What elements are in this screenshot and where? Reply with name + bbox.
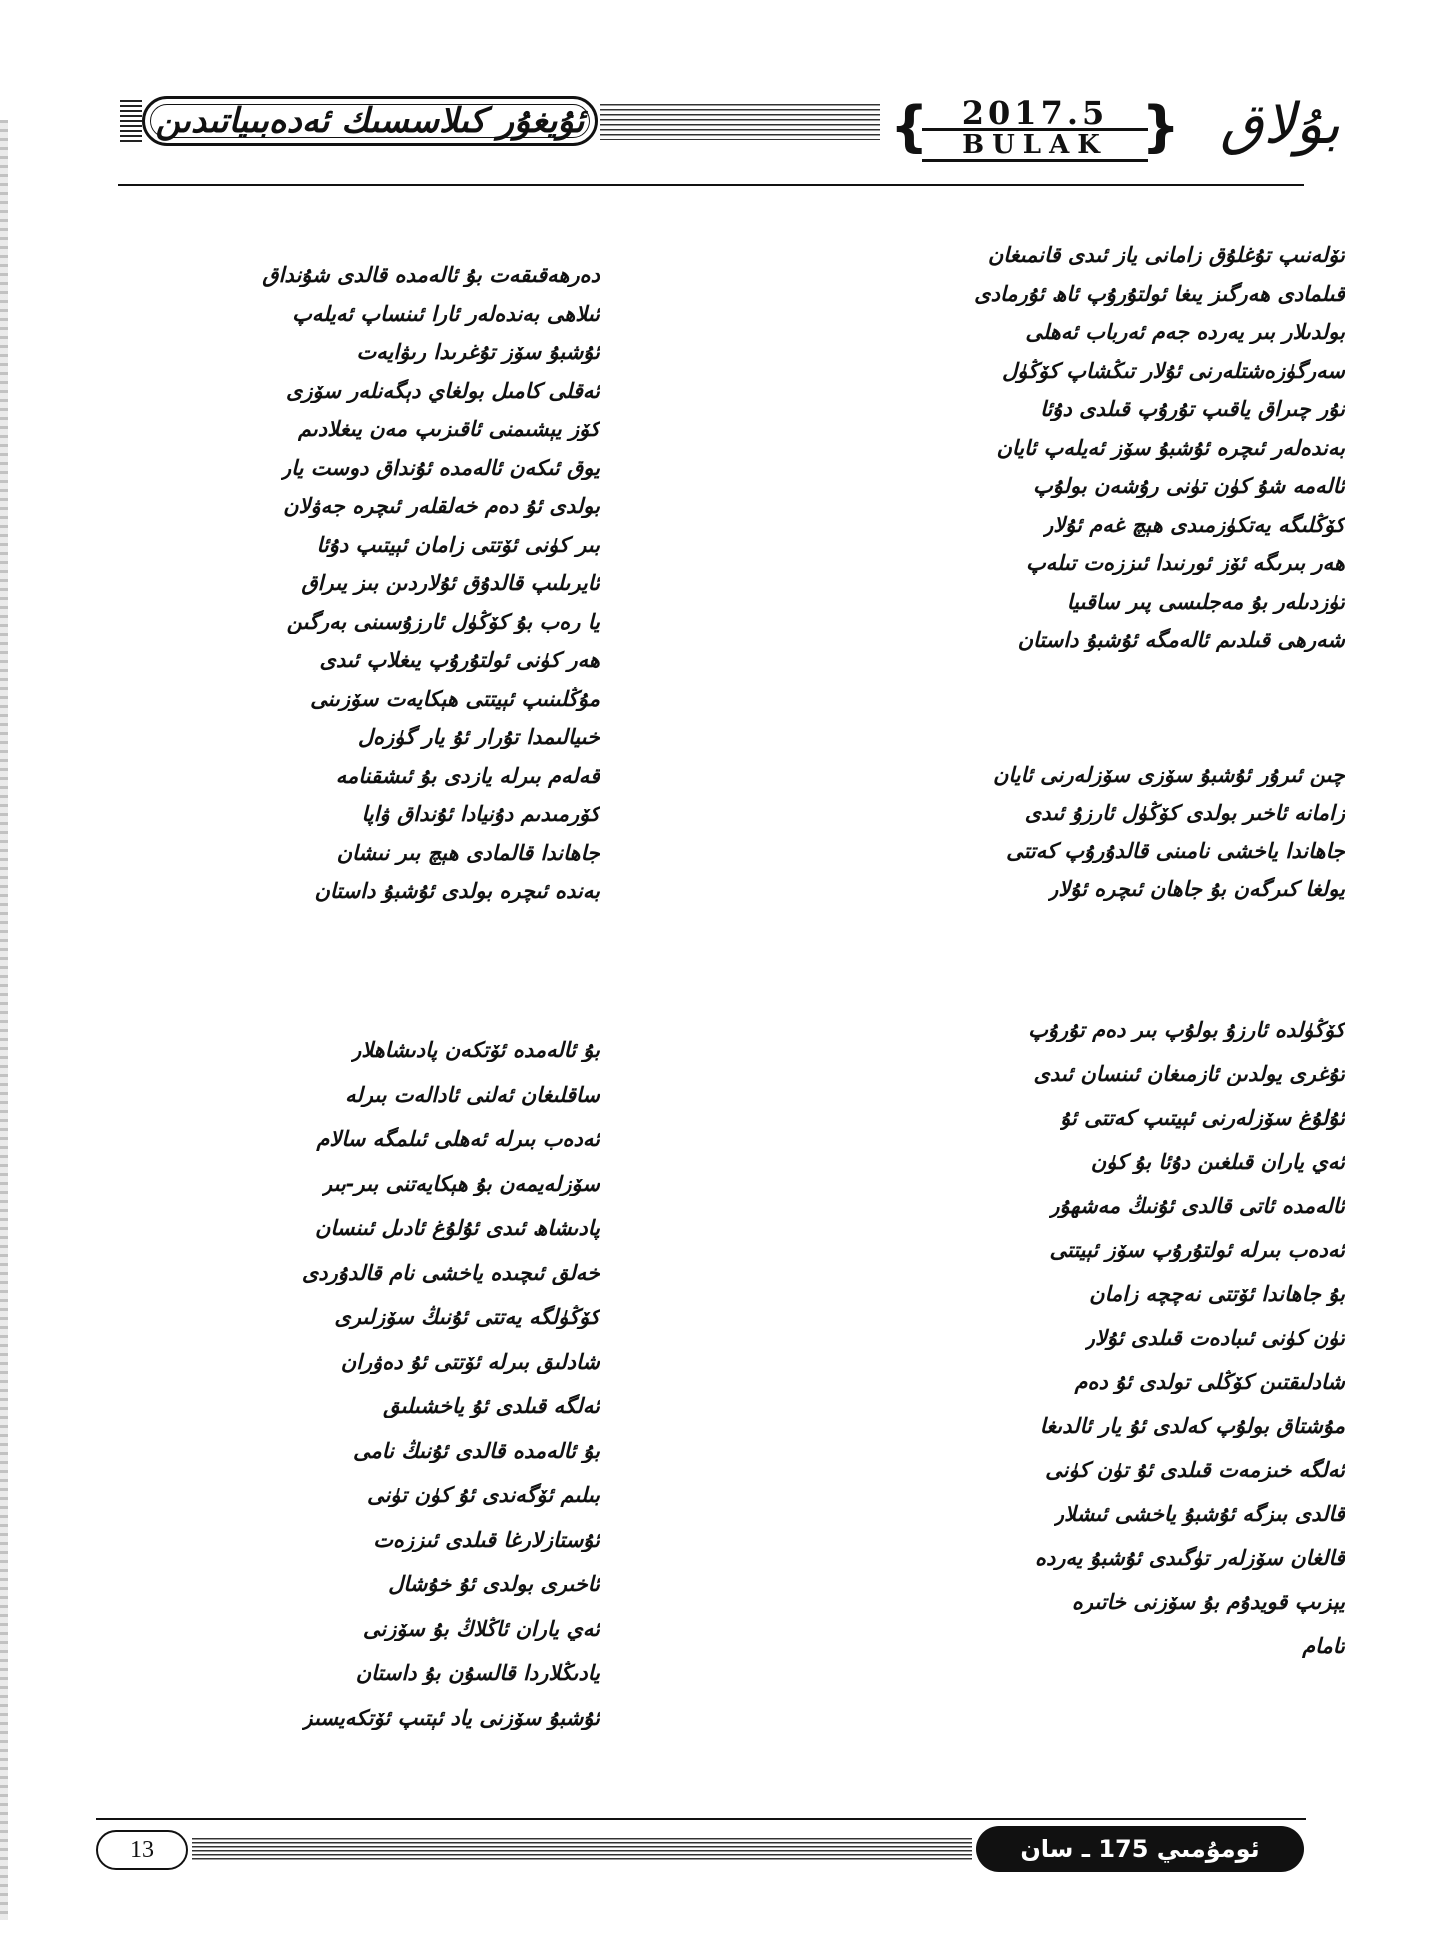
footer-rules (192, 1838, 972, 1862)
manuscript-line-text: كۆڭۈلگە يەتتى ئۇنىڭ سۆزلىرى (334, 1305, 600, 1329)
manuscript-block-bottom-left (160, 1035, 600, 1757)
header-left-rules (120, 100, 142, 142)
manuscript-line (905, 1147, 1345, 1177)
manuscript-line (905, 1235, 1345, 1265)
manuscript-line-text: خەلق ئىچىدە ياخشى نام قالدۇردى (301, 1260, 600, 1285)
manuscript-line (160, 1302, 600, 1332)
manuscript-line (160, 1480, 600, 1510)
manuscript-line-text: يوق ئىكەن ئالەمدە ئۇنداق دوست يار (281, 455, 600, 480)
manuscript-line-text: بۇ جاھاندا ئۆتتى نەچچە زامان (1089, 1282, 1345, 1306)
manuscript-line-text: پادىشاھ ئىدى ئۇلۇغ ئادىل ئىنسان (314, 1216, 600, 1240)
manuscript-line-text: بۇ ئالەمدە قالدى ئۇنىڭ نامى (353, 1438, 600, 1463)
manuscript-line (905, 1015, 1345, 1045)
manuscript-line (905, 1191, 1345, 1221)
manuscript-line-text: كۆرمىدىم دۇنيادا ئۇنداق ۋاپا (361, 802, 600, 826)
manuscript-line-text: قەلەم بىرلە يازدى بۇ ئىشقنامە (335, 763, 600, 788)
scan-edge (0, 120, 8, 1920)
manuscript-line (160, 761, 600, 791)
manuscript-line (160, 376, 600, 406)
manuscript-line-text: جاھاندا ياخشى نامىنى قالدۇرۇپ كەتتى (1006, 839, 1345, 863)
brace-right: } (1141, 95, 1180, 158)
manuscript-block-bottom-right (905, 1015, 1345, 1685)
magazine-latin-name: BULAK (922, 128, 1148, 162)
manuscript-line-text: كۆڭلىگە يەتكۈزمىدى ھېچ غەم ئۇلار (1043, 512, 1345, 537)
manuscript-line-text: قالغان سۆزلەر تۈگىدى ئۇشبۇ يەردە (1035, 1546, 1345, 1570)
manuscript-line (160, 607, 600, 637)
manuscript-line (160, 1035, 600, 1065)
manuscript-line-text: مۇڭلىنىپ ئېيتتى ھېكايەت سۆزىنى (310, 686, 600, 711)
manuscript-line-text: زامانە ئاخىر بولدى كۆڭۈل ئارزۇ ئىدى (1024, 801, 1345, 825)
manuscript-line-text: ئالەمە شۇ كۈن تۈنى رۇشەن بولۇپ (1033, 474, 1345, 498)
manuscript-line (160, 1169, 600, 1199)
manuscript-block-top-right (905, 240, 1345, 674)
manuscript-line-text: قىلمادى ھەرگىز يىغا ئولتۇرۇپ ئاھ ئۇرمادى (974, 281, 1345, 306)
manuscript-line (905, 1367, 1345, 1397)
manuscript-line (905, 1411, 1345, 1441)
manuscript-line-text: سەرگۈزەشتلەرنى ئۇلار تىڭشاپ كۆڭۈل (1002, 358, 1345, 383)
issue-year: 2017.5 (961, 94, 1109, 132)
manuscript-line (905, 1279, 1345, 1309)
manuscript-line (905, 1631, 1345, 1661)
manuscript-line (905, 279, 1345, 309)
manuscript-line-text: ھەر بىرىگە ئۆز ئورنىدا ئىززەت تىلەپ (1025, 551, 1345, 575)
manuscript-line (160, 453, 600, 483)
header-rule (118, 184, 1304, 186)
manuscript-line (160, 876, 600, 906)
manuscript-line (160, 1080, 600, 1110)
manuscript-line (160, 530, 600, 560)
manuscript-line-text: بۇ ئالەمدە ئۆتكەن پادىشاھلار (351, 1038, 600, 1062)
manuscript-line (905, 798, 1345, 828)
manuscript-line (160, 1213, 600, 1243)
manuscript-block-top-left (160, 260, 600, 925)
manuscript-line-text: تامام (1302, 1634, 1345, 1658)
manuscript-line (160, 568, 600, 598)
manuscript-line (905, 240, 1345, 270)
manuscript-line-text: يا رەب بۇ كۆڭۈل ئارزۇسىنى بەرگىن (286, 609, 600, 634)
manuscript-line (160, 1614, 600, 1644)
manuscript-line-text: ئۇلۇغ سۆزلەرنى ئېيتىپ كەتتى ئۇ (1060, 1106, 1345, 1130)
manuscript-line (905, 433, 1345, 463)
manuscript-line-text: ئەدەب بىرلە ئەھلى ئىلمگە سالام (316, 1127, 600, 1151)
manuscript-line (160, 1124, 600, 1154)
manuscript-line (160, 337, 600, 367)
manuscript-line-text: ئەدەب بىرلە ئولتۇرۇپ سۆز ئېيتتى (1049, 1238, 1345, 1262)
manuscript-line-text: مۇشتاق بولۇپ كەلدى ئۇ يار ئالدىغا (1039, 1414, 1345, 1438)
manuscript-line (905, 587, 1345, 617)
manuscript-line-text: ئالەمدە ئاتى قالدى ئۇنىڭ مەشھۇر (1049, 1194, 1345, 1218)
manuscript-line (160, 1258, 600, 1288)
manuscript-line-text: كۆڭۈلدە ئارزۇ بولۇپ بىر دەم تۇرۇپ (1028, 1018, 1345, 1042)
manuscript-line (905, 1103, 1345, 1133)
header-rules (600, 104, 880, 140)
brace-left: { (890, 95, 929, 158)
manuscript-line-text: جاھاندا قالمادى ھېچ بىر نىشان (336, 840, 600, 865)
manuscript-line-text: يادىڭلاردا قالسۇن بۇ داستان (355, 1661, 600, 1685)
manuscript-line (905, 317, 1345, 347)
manuscript-line (160, 1347, 600, 1377)
manuscript-line-text: ئۇشبۇ سۆز تۇغرىدا رىۋايەت (356, 340, 600, 364)
manuscript-line (905, 394, 1345, 424)
manuscript-line-text: ھەر كۈنى ئولتۇرۇپ يىغلاپ ئىدى (319, 648, 600, 672)
issue-block (890, 96, 1180, 160)
manuscript-line-text: بولدى ئۇ دەم خەلقلەر ئىچرە جەۋلان (283, 494, 600, 518)
manuscript-line (905, 760, 1345, 790)
manuscript-line-text: ئايرىلىپ قالدۇق ئۇلاردىن بىز يىراق (301, 571, 600, 595)
manuscript-line-text: تۇغرى يولدىن ئازمىغان ئىنسان ئىدى (1033, 1062, 1345, 1086)
manuscript-line (160, 838, 600, 868)
issue-total-tag: ئومۇمىي 175 ـ سان (976, 1826, 1304, 1872)
manuscript-line (160, 1525, 600, 1555)
manuscript-line (905, 836, 1345, 866)
manuscript-line-text: ئۇشبۇ سۆزنى ياد ئېتىپ ئۆتكەيسىز (302, 1705, 600, 1730)
manuscript-line (160, 1569, 600, 1599)
manuscript-line (905, 356, 1345, 386)
manuscript-line-text: ئىلاھى بەندەلەر ئارا ئىنساپ ئەيلەپ (292, 301, 600, 326)
manuscript-line-text: ئەي ياران قىلغىن دۇئا بۇ كۈن (1090, 1150, 1345, 1174)
manuscript-line-text: ئەقلى كامىل بولغاي دېگەنلەر سۆزى (285, 378, 600, 403)
manuscript-line (905, 625, 1345, 655)
manuscript-line-text: ئەلگە خىزمەت قىلدى ئۇ تۈن كۈنى (1045, 1458, 1345, 1482)
manuscript-line (160, 1436, 600, 1466)
manuscript-line (160, 1391, 600, 1421)
section-title: ئۇيغۇر كىلاسسىك ئەدەبىياتىدىن (155, 101, 585, 141)
manuscript-line-text: ئۇستازلارغا قىلدى ئىززەت (373, 1527, 600, 1552)
manuscript-line-text: شەرھى قىلدىم ئالەمگە ئۇشبۇ داستان (1017, 628, 1345, 652)
manuscript-line-text: يېزىپ قويدۇم بۇ سۆزنى خاتىرە (1071, 1590, 1345, 1614)
manuscript-line (160, 1658, 600, 1688)
manuscript-line-text: قالدى بىزگە ئۇشبۇ ياخشى ئىشلار (1053, 1502, 1345, 1526)
manuscript-line (160, 414, 600, 444)
manuscript-line-text: دەرھەقىقەت بۇ ئالەمدە قالدى شۇنداق (262, 263, 600, 287)
manuscript-line-text: ئەي ياران ئاڭلاڭ بۇ سۆزنى (362, 1616, 600, 1641)
manuscript-line (160, 722, 600, 752)
manuscript-line-text: تۈن كۈنى ئىبادەت قىلدى ئۇلار (1084, 1326, 1345, 1350)
manuscript-line (905, 1323, 1345, 1353)
manuscript-line (905, 1587, 1345, 1617)
manuscript-line (160, 1703, 600, 1733)
manuscript-line (905, 548, 1345, 578)
manuscript-line-text: بىر كۈنى ئۆتتى زامان ئېيتىپ دۇئا (316, 532, 600, 557)
manuscript-line (160, 684, 600, 714)
manuscript-line-text: خىيالىمدا تۇرار ئۇ يار گۈزەل (357, 725, 600, 749)
manuscript-line-text: چىن ئىرۇر ئۇشبۇ سۆزى سۆزلەرنى ئايان (992, 763, 1345, 787)
manuscript-line-text: بولدىلار بىر يەردە جەم ئەرباب ئەھلى (1025, 320, 1345, 344)
manuscript-block-top-right-lower (905, 760, 1345, 922)
manuscript-line-text: بەندە ئىچرە بولدى ئۇشبۇ داستان (314, 879, 600, 903)
manuscript-line-text: بەندەلەر ئىچرە ئۇشبۇ سۆز ئەيلەپ ئايان (996, 435, 1345, 460)
manuscript-line-text: يولغا كىرگەن بۇ جاھان ئىچرە ئۇلار (1048, 877, 1345, 901)
manuscript-line-text: تۆلەنىپ تۇغلۇق زامانى ياز ئىدى قانمىغان (987, 243, 1345, 267)
manuscript-line (160, 299, 600, 329)
manuscript-line-text: شادلىق بىرلە ئۆتتى ئۇ دەۋران (340, 1349, 600, 1374)
manuscript-line-text: ساقلىغان ئەلنى ئادالەت بىرلە (345, 1082, 600, 1107)
section-title-box (142, 96, 598, 146)
manuscript-line (160, 260, 600, 290)
manuscript-line (160, 645, 600, 675)
manuscript-line-text: بىلىم ئۆگەندى ئۇ كۈن تۈنى (367, 1483, 600, 1507)
manuscript-line (905, 510, 1345, 540)
manuscript-line-text: شادلىقتىن كۆڭلى تولدى ئۇ دەم (1074, 1370, 1345, 1394)
manuscript-line-text: سۆزلەيمەن بۇ ھېكايەتنى بىر-بىر (322, 1171, 600, 1196)
manuscript-line (905, 1455, 1345, 1485)
manuscript-line-text: نۇر چىراق ياقىپ تۇرۇپ قىلدى دۇئا (1040, 397, 1345, 421)
manuscript-line-text: تۈزدىلەر بۇ مەجلىسى پىر ساقىيا (1066, 589, 1345, 614)
manuscript-line (905, 874, 1345, 904)
magazine-logo: بۇلاق (1220, 92, 1340, 157)
manuscript-line (905, 1499, 1345, 1529)
manuscript-line (905, 1543, 1345, 1573)
page-number: 13 (96, 1830, 188, 1870)
footer-rule (96, 1818, 1306, 1820)
manuscript-line (905, 471, 1345, 501)
manuscript-line-text: كۆز يېشىمنى ئاقىزىپ مەن يىغلادىم (297, 417, 600, 441)
manuscript-line (160, 799, 600, 829)
manuscript-line-text: ئاخىرى بولدى ئۇ خۇشال (388, 1572, 600, 1596)
manuscript-line-text: ئەلگە قىلدى ئۇ ياخشىلىق (383, 1394, 600, 1418)
manuscript-line (160, 491, 600, 521)
manuscript-line (905, 1059, 1345, 1089)
